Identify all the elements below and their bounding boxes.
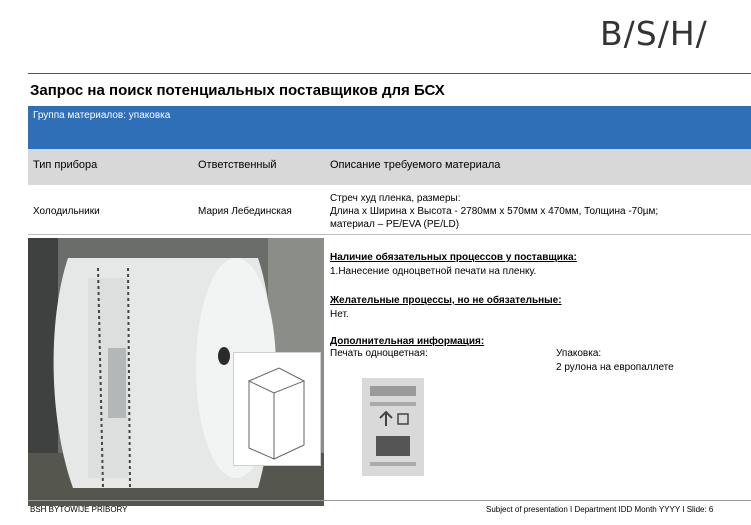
column-header-description: Описание требуемого материала bbox=[330, 159, 501, 171]
packaging-label: Упаковка: bbox=[556, 348, 602, 359]
print-label: Печать одноцветная: bbox=[330, 348, 428, 359]
packaging-value: 2 рулона на европаллете bbox=[556, 362, 674, 373]
description-line: материал – PE/EVA (PE/LD) bbox=[330, 219, 460, 230]
responsible-cell: Мария Лебединская bbox=[198, 206, 292, 217]
description-cell bbox=[330, 192, 658, 231]
bsh-logo: B/S/H/ bbox=[600, 14, 708, 53]
header-divider bbox=[28, 73, 751, 74]
description-line: Стреч худ пленка, размеры: bbox=[330, 193, 461, 204]
additional-info-heading: Дополнительная информация: bbox=[330, 336, 485, 347]
material-group-label: Группа материалов: упаковка bbox=[33, 110, 171, 121]
footer-divider bbox=[28, 500, 751, 501]
desired-processes-text: Нет. bbox=[330, 309, 349, 320]
column-header-responsible: Ответственный bbox=[198, 159, 277, 171]
mandatory-processes-text: 1.Нанесение одноцветной печати на пленку. bbox=[330, 266, 537, 277]
footer-company: BSH BYTOWIJE PRIBORY bbox=[30, 505, 128, 514]
material-group-banner bbox=[28, 106, 751, 149]
page-title: Запрос на поиск потенциальных поставщиков для БСХ bbox=[30, 82, 445, 99]
column-header-device: Тип прибора bbox=[33, 159, 98, 171]
table-header bbox=[28, 149, 751, 185]
box-drawing bbox=[233, 352, 321, 466]
mandatory-processes-heading: Наличие обязательных процессов у поставщика: bbox=[330, 252, 577, 263]
row-divider bbox=[28, 234, 751, 235]
device-cell: Холодильники bbox=[33, 206, 100, 217]
footer-slide-info: Subject of presentation I Department IDD Month YYYY I Slide: 6 bbox=[486, 505, 714, 514]
print-sample-image bbox=[362, 378, 424, 476]
description-line: Длина х Ширина х Высота - 2780мм х 570мм х 470мм, Толщина -70µм; bbox=[330, 206, 659, 217]
desired-processes-heading: Желательные процессы, но не обязательные: bbox=[330, 295, 562, 306]
